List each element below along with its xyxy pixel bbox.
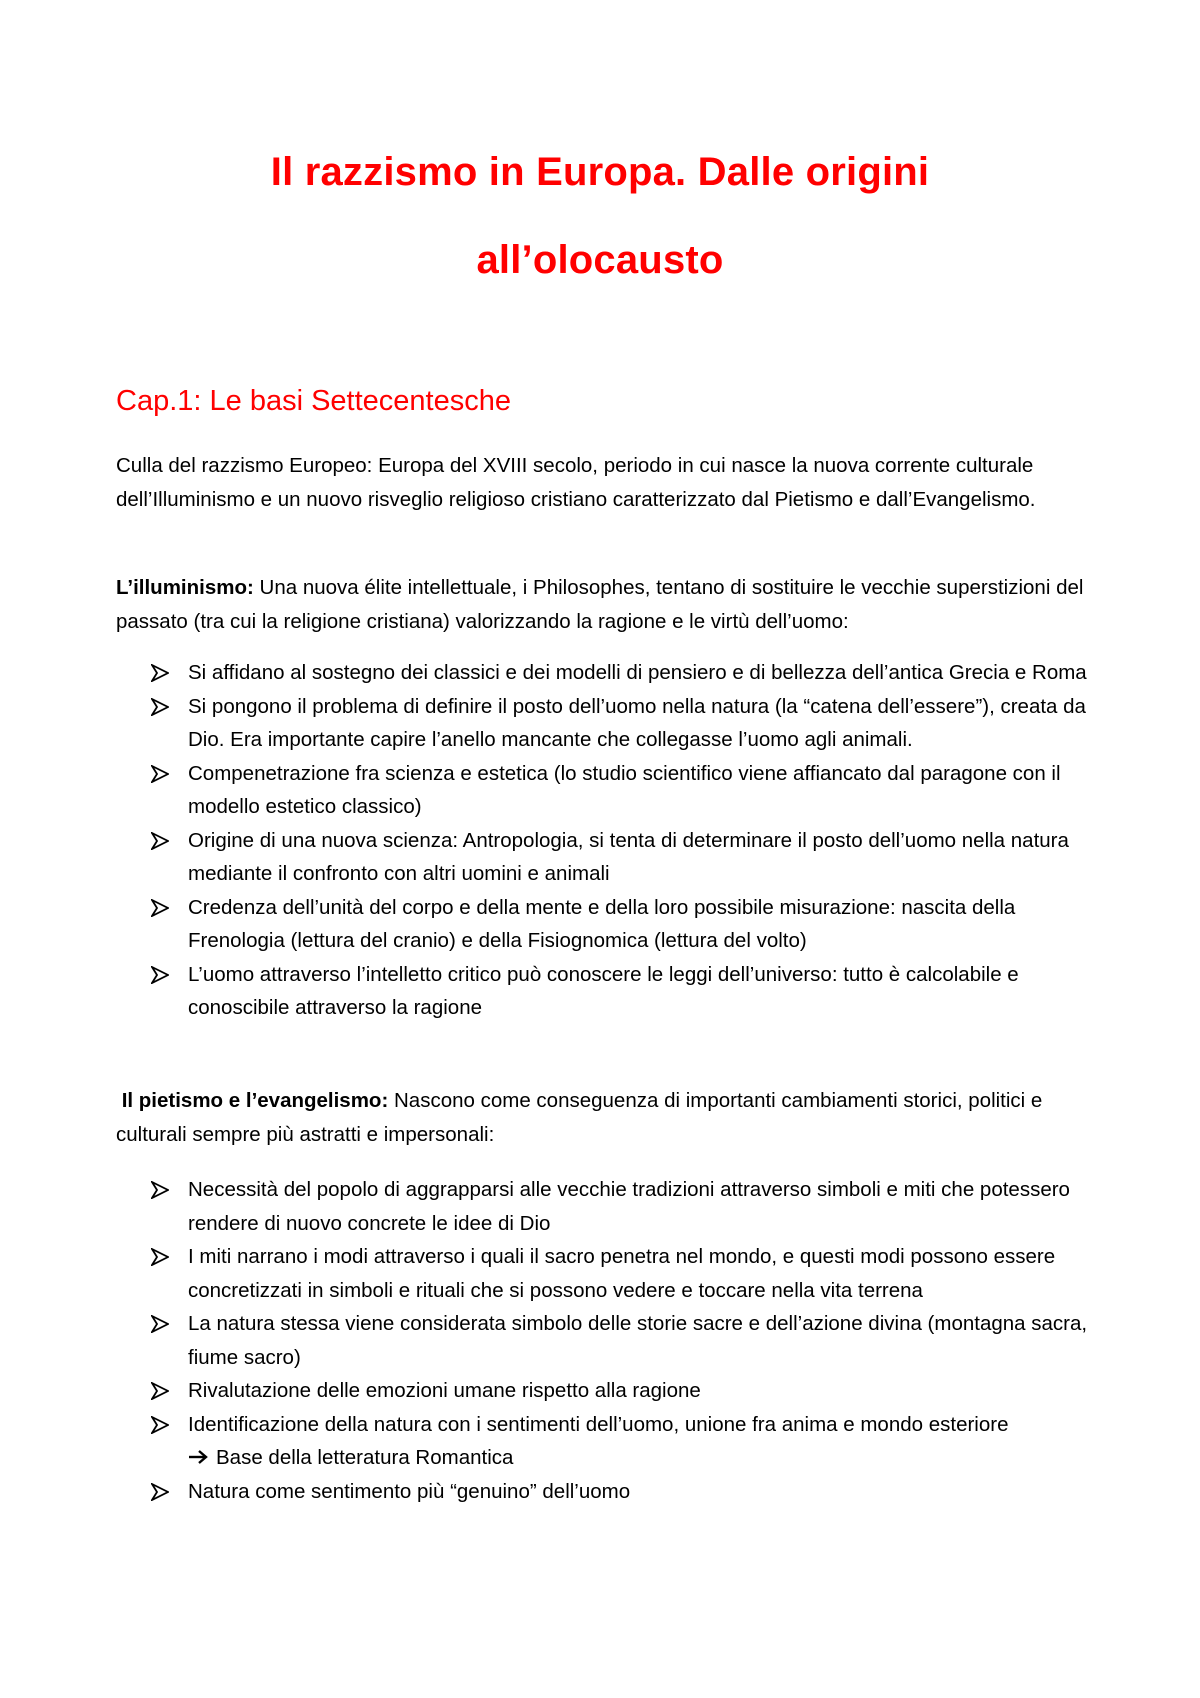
list-item: [116, 1475, 1116, 1509]
arrowhead-bullet-icon: [151, 1315, 169, 1333]
arrowhead-bullet-icon: [151, 1416, 169, 1434]
pietismo-term: Il pietismo e l’evangelismo:: [121, 1089, 389, 1112]
title-line-2: all’olocausto: [476, 238, 724, 282]
list-item: [116, 757, 1116, 824]
pietismo-paragraph: [116, 1084, 1116, 1151]
list-item: [116, 1374, 1116, 1408]
arrowhead-bullet-icon: [151, 1248, 169, 1266]
list-item: [116, 891, 1116, 958]
list-item: [116, 958, 1116, 1025]
arrowhead-bullet-icon: [151, 1181, 169, 1199]
arrowhead-bullet-icon: [151, 966, 169, 984]
intro-paragraph: Culla del razzismo Europeo: Europa del XVIII secolo, periodo in cui nasce la nuova corrente culturale dell’Illuminismo e un nuovo risveglio religioso cristiano caratterizzato dal Pietismo e dall’Evangelismo.: [116, 454, 1036, 511]
list-item: [116, 1173, 1116, 1240]
arrowhead-bullet-icon: [151, 765, 169, 783]
list-item-text: L’uomo attraverso l’intelletto critico può conoscere le leggi dell’universo: tutto è calcolabile e conoscibile attraverso la ragione: [188, 962, 1019, 1019]
list-item-text: Necessità del popolo di aggrapparsi alle vecchie tradizioni attraverso simboli e miti che potessero rendere di nuovo concrete le idee di Dio: [188, 1178, 1070, 1235]
illuminismo-term: L’illuminismo:: [116, 576, 254, 599]
list-item-text: I miti narrano i modi attraverso i quali il sacro penetra nel mondo, e questi modi possono essere concretizzati in simboli e rituali che si possono vedere e toccare nella vita terrena: [188, 1245, 1056, 1302]
list-item-text: Credenza dell’unità del corpo e della mente e della loro possibile misurazione: nascita della Frenologia (lettura del cranio) e della Fisiognomica (lettura del volto): [188, 895, 1016, 952]
title-line-1: Il razzismo in Europa. Dalle origini: [270, 150, 930, 194]
list-item: [116, 1408, 1116, 1475]
list-item-text: Si affidano al sostegno dei classici e dei modelli di pensiero e di bellezza dell’antica Grecia e Roma: [188, 661, 1087, 684]
list-item: [116, 690, 1116, 757]
illuminismo-text: Una nuova élite intellettuale, i Philosophes, tentano di sostituire le vecchie superstizioni del passato (tra cui la religione cristiana) valorizzando la ragione e le virtù dell’uomo:: [116, 576, 1084, 633]
list-item: [116, 1240, 1116, 1307]
chapter-heading: Cap.1: Le basi Settecentesche: [116, 385, 511, 417]
list-item: [116, 824, 1116, 891]
arrowhead-bullet-icon: [151, 1382, 169, 1400]
illuminismo-paragraph: [116, 571, 1116, 638]
list-item-text: Origine di una nuova scienza: Antropologia, si tenta di determinare il posto dell’uomo nella natura mediante il confronto con altri uomini e animali: [188, 828, 1069, 885]
list-item-text: Identificazione della natura con i sentimenti dell’uomo, unione fra anima e mondo esteriore: [188, 1412, 1009, 1436]
list-item-text: Si pongono il problema di definire il posto dell’uomo nella natura (la “catena dell’essere”), creata da Dio. Era importante capire l’anello mancante che collegasse l’uomo agli animali.: [188, 694, 1086, 751]
list-item-text: Compenetrazione fra scienza e estetica (lo studio scientifico viene affiancato dal paragone con il modello estetico classico): [188, 761, 1061, 818]
list-item-text: La natura stessa viene considerata simbolo delle storie sacre e dell’azione divina (montagna sacra, fiume sacro): [188, 1312, 1088, 1369]
list-item-text: Rivalutazione delle emozioni umane rispetto alla ragione: [188, 1379, 701, 1402]
arrowhead-bullet-icon: [151, 832, 169, 850]
pietismo-list: [116, 1173, 1116, 1508]
right-arrow-icon: [188, 1442, 210, 1458]
arrowhead-bullet-icon: [151, 1483, 169, 1501]
arrowhead-bullet-icon: [151, 664, 169, 682]
arrowhead-bullet-icon: [151, 899, 169, 917]
illuminismo-list: [116, 656, 1116, 1025]
list-item: [116, 656, 1116, 690]
list-item: [116, 1307, 1116, 1374]
list-item-text: Natura come sentimento più “genuino” dell’uomo: [188, 1479, 631, 1503]
list-item-text-continuation: Base della letteratura Romantica: [216, 1446, 514, 1469]
arrowhead-bullet-icon: [151, 698, 169, 716]
document-title: [100, 148, 1100, 324]
pietismo-text: Nascono come conseguenza di importanti cambiamenti storici, politici e culturali sempre più astratti e impersonali:: [116, 1089, 1043, 1146]
